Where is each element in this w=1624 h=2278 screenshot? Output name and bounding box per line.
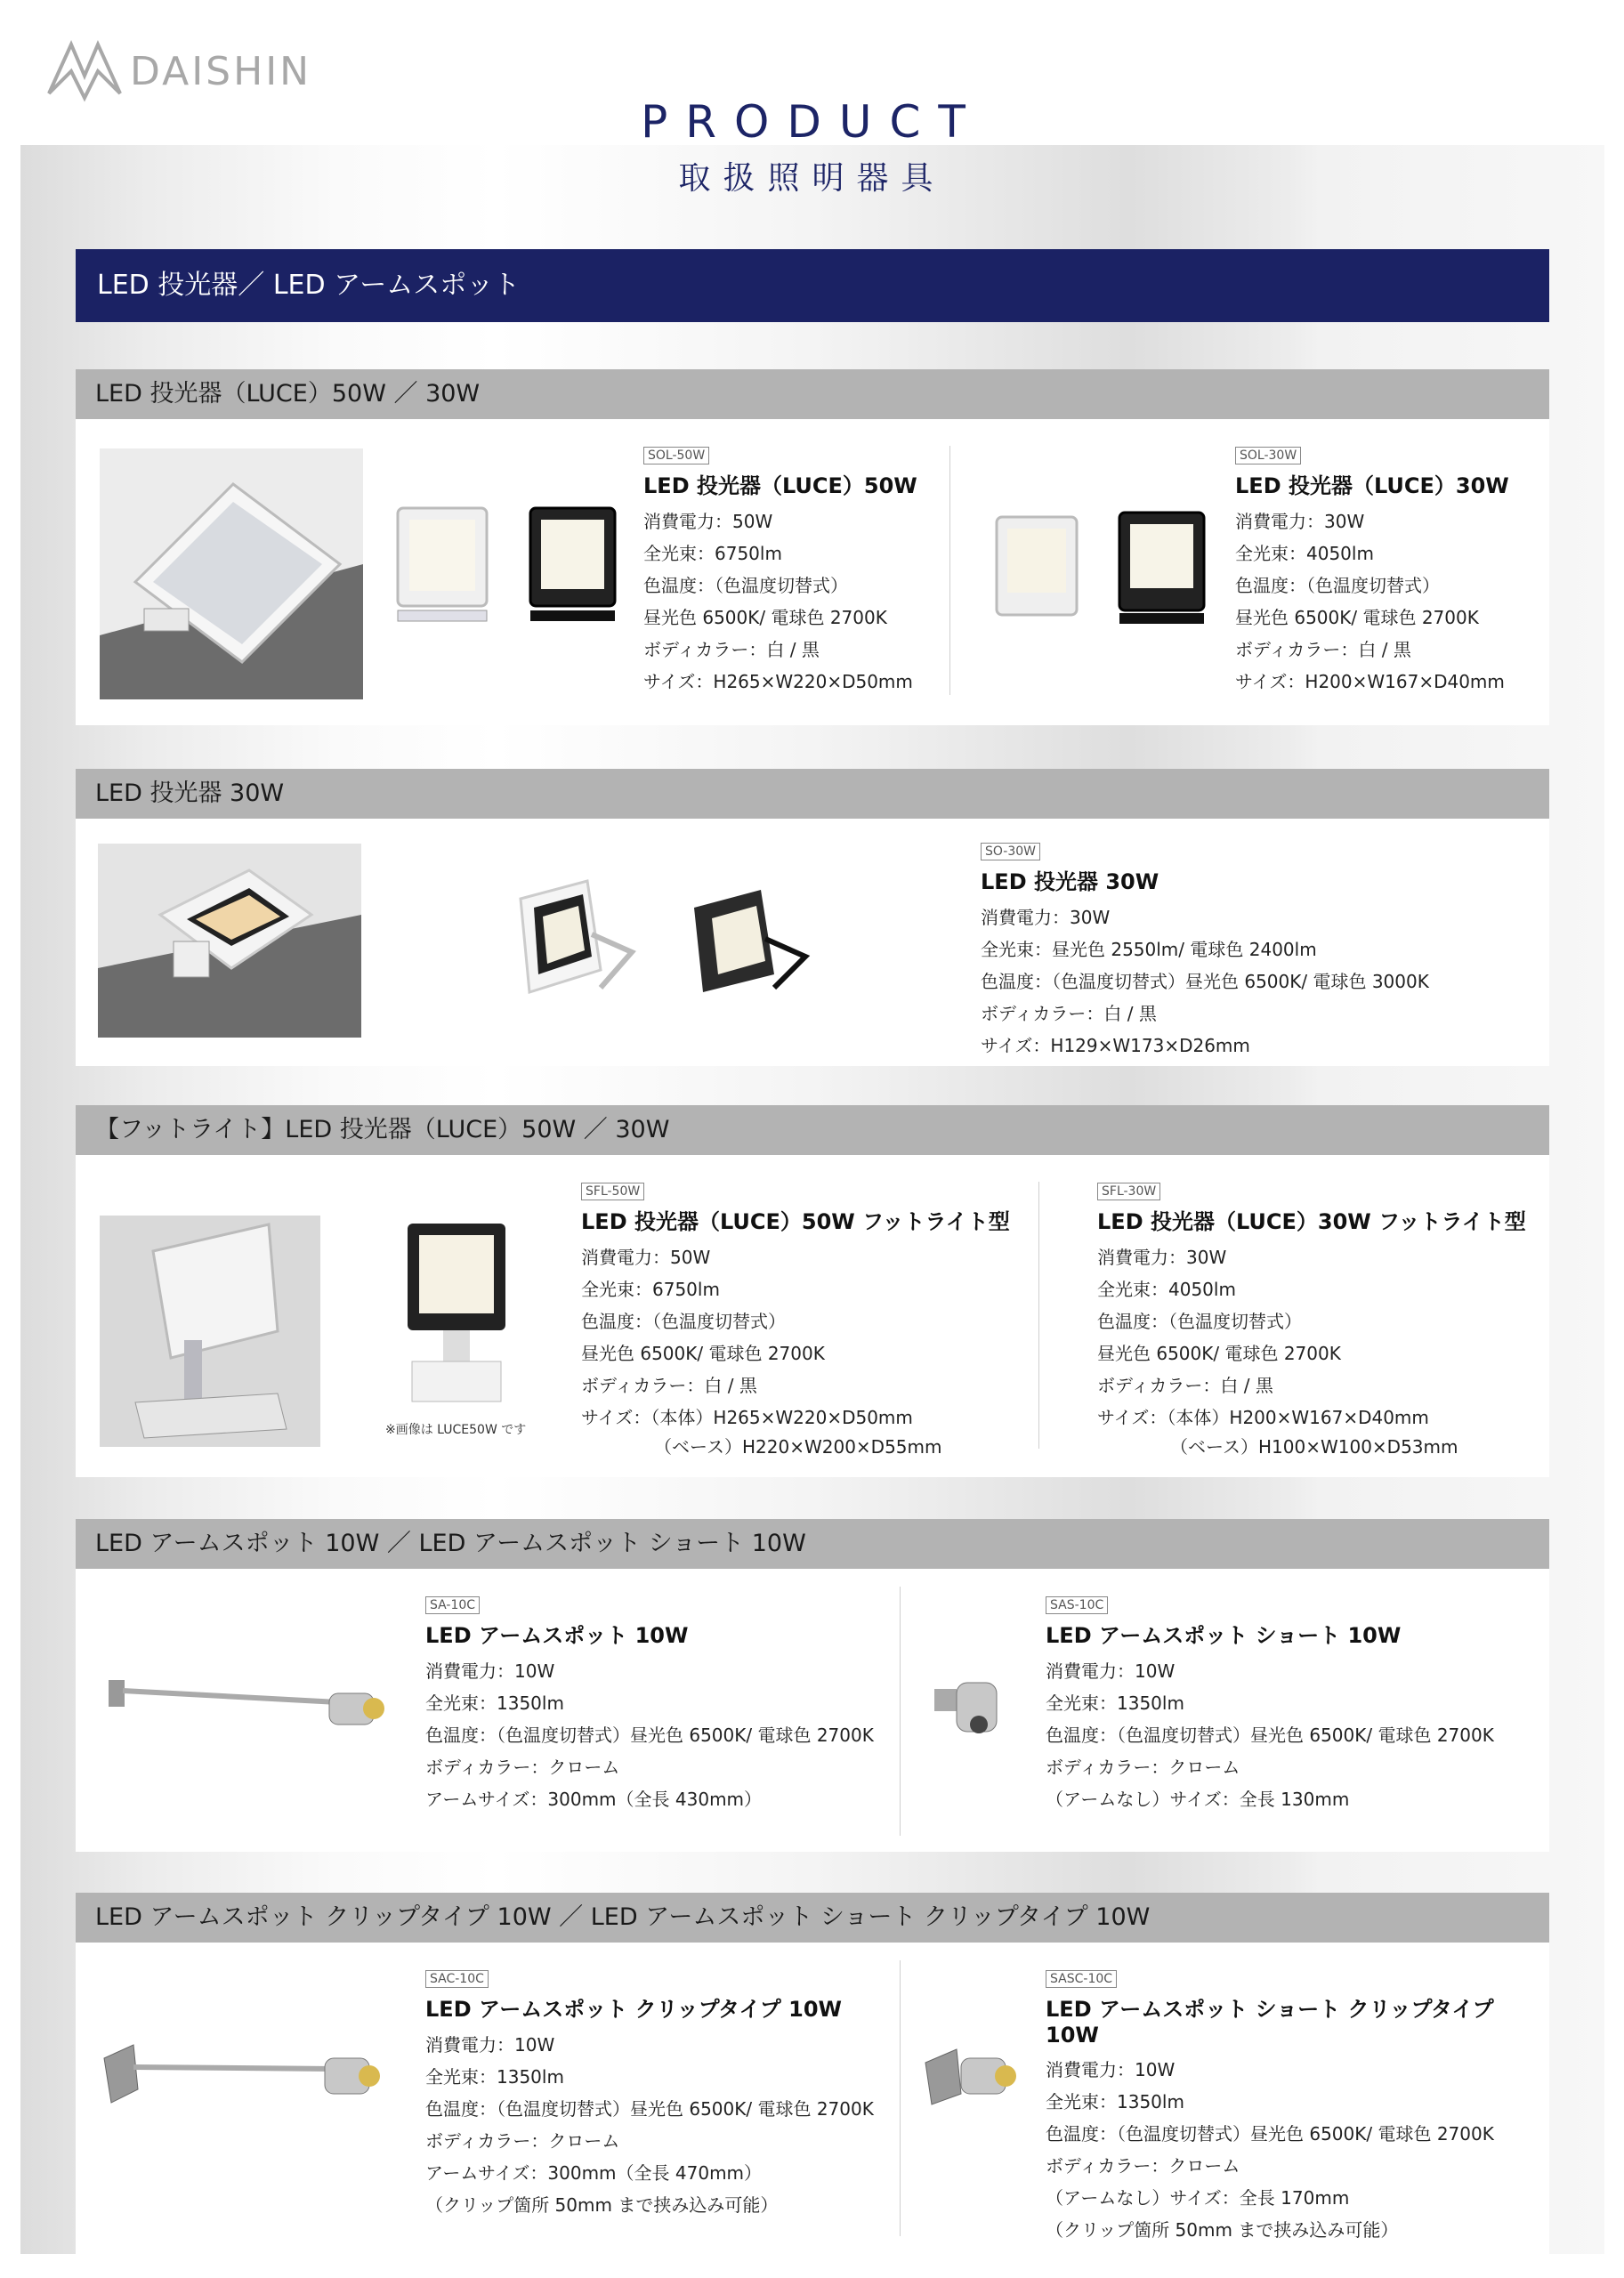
floodlight-white-photo — [393, 504, 491, 628]
installed-floodlight-30w-photo — [98, 844, 361, 1038]
spec-lumen: 全光束：1350lm — [1046, 1692, 1184, 1714]
section-so-30w — [76, 769, 1549, 1066]
spec-power: 消費電力：10W — [1046, 1660, 1176, 1682]
column-divider — [949, 446, 950, 695]
floodlight-black-photo — [526, 504, 619, 628]
arm-spot-clip-photo — [102, 2040, 387, 2120]
section-heading: LED 投光器 30W — [76, 769, 1549, 819]
product-sfl-50w — [581, 1182, 1010, 1460]
spec-lumen: 全光束：6750lm — [581, 1279, 720, 1300]
page-title: PRODUCT — [641, 96, 983, 148]
product-sasc-10c — [1046, 1969, 1549, 2246]
spec-size: サイズ：H200×W167×D40mm — [1235, 671, 1505, 692]
product-code: SO-30W — [981, 843, 1040, 860]
product-name: LED 投光器（LUCE）30W フットライト型 — [1097, 1209, 1526, 1234]
floodlight-30w-white-photo — [992, 513, 1081, 628]
spec-body-color: ボディカラー：クローム — [425, 1757, 620, 1778]
product-so-30w — [981, 842, 1429, 1062]
spec-lumen: 全光束：1350lm — [425, 1692, 564, 1714]
spec-color-temp: 色温度：（色温度切替式）昼光色 6500K/ 電球色 3000K — [981, 971, 1429, 992]
spec-color-temp: 色温度：（色温度切替式）昼光色 6500K/ 電球色 2700K — [1046, 2123, 1494, 2145]
spec-color-temp: 色温度：（色温度切替式） — [643, 575, 848, 596]
spec-color-temp-values: 昼光色 6500K/ 電球色 2700K — [1097, 1343, 1341, 1364]
spec-arm-size: アームサイズ：300mm（全長 470mm） — [425, 2162, 763, 2184]
spec-lumen: 全光束：4050lm — [1097, 1279, 1236, 1300]
product-sfl-30w — [1097, 1182, 1526, 1460]
product-code: SFL-50W — [581, 1183, 644, 1200]
spec-size: （アームなし）サイズ：全長 130mm — [1046, 1789, 1350, 1810]
spec-color-temp: 色温度：（色温度切替式）昼光色 6500K/ 電球色 2700K — [425, 2098, 874, 2120]
section-heading: LED アームスポット 10W ／ LED アームスポット ショート 10W — [76, 1519, 1549, 1569]
product-name: LED 投光器（LUCE）50W — [643, 473, 917, 498]
spec-power: 消費電力：10W — [425, 1660, 555, 1682]
spec-size: サイズ：H265×W220×D50mm — [643, 671, 913, 692]
section-body — [76, 1155, 1549, 1477]
product-code: SA-10C — [425, 1596, 480, 1614]
spec-body-color: ボディカラー：白 / 黒 — [1235, 639, 1411, 660]
product-name: LED 投光器（LUCE）50W フットライト型 — [581, 1209, 1010, 1234]
floodlight-so-white-photo — [503, 872, 636, 1014]
product-code: SAC-10C — [425, 1970, 489, 1988]
spec-power: 消費電力：50W — [643, 511, 773, 532]
spec-power: 消費電力：30W — [981, 907, 1111, 928]
spec-body-color: ボディカラー：白 / 黒 — [1097, 1375, 1273, 1396]
section-luce-50w-30w — [76, 369, 1549, 725]
spec-arm-size: アームサイズ：300mm（全長 430mm） — [425, 1789, 763, 1810]
section-body — [76, 1943, 1549, 2254]
product-name: LED アームスポット ショート クリップタイプ 10W — [1046, 1997, 1494, 2048]
product-code: SAS-10C — [1046, 1596, 1108, 1614]
section-body — [76, 1569, 1549, 1852]
spec-color-temp: 色温度：（色温度切替式）昼光色 6500K/ 電球色 2700K — [425, 1725, 874, 1746]
spec-base-size: （ベース）H100×W100×D53mm — [1170, 1436, 1458, 1458]
spec-body-color: ボディカラー：クローム — [1046, 1757, 1240, 1778]
spec-color-temp: 色温度：（色温度切替式）昼光色 6500K/ 電球色 2700K — [1046, 1725, 1494, 1746]
spec-color-temp-values: 昼光色 6500K/ 電球色 2700K — [581, 1343, 825, 1364]
spec-color-temp: 色温度：（色温度切替式） — [581, 1311, 786, 1332]
section-body — [76, 419, 1549, 725]
page-subtitle: 取扱照明器具 — [678, 160, 946, 197]
spec-lumen: 全光束：6750lm — [643, 543, 782, 564]
section-heading: LED アームスポット クリップタイプ 10W ／ LED アームスポット ショート クリップタイプ 10W — [76, 1893, 1549, 1943]
spec-power: 消費電力：30W — [1235, 511, 1365, 532]
spec-size: サイズ：H129×W173×D26mm — [981, 1035, 1250, 1056]
spec-lumen: 全光束：1350lm — [425, 2066, 564, 2088]
product-code: SOL-30W — [1235, 447, 1301, 464]
column-divider — [900, 1960, 901, 2236]
spec-clip-note: （クリップ箇所 50mm まで挟み込み可能） — [425, 2194, 779, 2216]
spec-color-temp: 色温度：（色温度切替式） — [1235, 575, 1440, 596]
footlight-installed-photo — [100, 1216, 320, 1447]
spec-base-size: （ベース）H220×W200×D55mm — [654, 1436, 942, 1458]
arm-spot-photo — [107, 1671, 392, 1733]
product-sol-50w — [643, 446, 917, 698]
section-heading: 【フットライト】LED 投光器（LUCE）50W ／ 30W — [76, 1105, 1549, 1155]
column-divider — [1038, 1182, 1039, 1449]
section-arm-spot — [76, 1519, 1549, 1852]
product-sas-10c — [1046, 1595, 1494, 1815]
product-sa-10c — [425, 1595, 874, 1815]
product-code: SOL-50W — [643, 447, 709, 464]
product-code: SFL-30W — [1097, 1183, 1160, 1200]
product-name: LED 投光器（LUCE）30W — [1235, 473, 1509, 498]
spec-body-color: ボディカラー：白 / 黒 — [981, 1003, 1157, 1024]
spec-size: （アームなし）サイズ：全長 170mm — [1046, 2187, 1350, 2209]
product-name: LED アームスポット クリップタイプ 10W — [425, 1997, 842, 2022]
daishin-logo-icon — [44, 40, 125, 102]
product-name: LED アームスポット 10W — [425, 1623, 689, 1648]
column-divider — [900, 1587, 901, 1836]
spec-size: サイズ：（本体）H200×W167×D40mm — [1097, 1407, 1429, 1428]
spec-lumen: 全光束：1350lm — [1046, 2091, 1184, 2112]
image-note: ※画像は LUCE50W です — [385, 1423, 527, 1437]
product-code: SASC-10C — [1046, 1970, 1117, 1988]
spec-body-color: ボディカラー：クローム — [425, 2130, 620, 2152]
arm-spot-short-photo — [930, 1676, 1019, 1738]
spec-lumen: 全光束：昼光色 2550lm/ 電球色 2400lm — [981, 939, 1317, 960]
floodlight-30w-black-photo — [1115, 508, 1208, 633]
spec-power: 消費電力：30W — [1097, 1247, 1227, 1268]
spec-body-color: ボディカラー：白 / 黒 — [643, 639, 820, 660]
section-arm-spot-clip — [76, 1893, 1549, 2254]
spec-power: 消費電力：50W — [581, 1247, 711, 1268]
spec-size: サイズ：（本体）H265×W220×D50mm — [581, 1407, 913, 1428]
spec-lumen: 全光束：4050lm — [1235, 543, 1374, 564]
spec-body-color: ボディカラー：クローム — [1046, 2155, 1240, 2177]
arm-spot-short-clip-photo — [921, 2040, 1019, 2120]
footlight-black-photo — [403, 1219, 510, 1415]
floodlight-so-black-photo — [681, 881, 814, 1014]
section-body — [76, 819, 1549, 1066]
product-sac-10c — [425, 1969, 874, 2221]
spec-body-color: ボディカラー：白 / 黒 — [581, 1375, 757, 1396]
product-name: LED 投光器 30W — [981, 869, 1159, 894]
spec-clip-note: （クリップ箇所 50mm まで挟み込み可能） — [1046, 2219, 1399, 2241]
installed-floodlight-photo — [100, 448, 363, 699]
product-name: LED アームスポット ショート 10W — [1046, 1623, 1402, 1648]
spec-color-temp-values: 昼光色 6500K/ 電球色 2700K — [643, 607, 887, 628]
spec-power: 消費電力：10W — [425, 2034, 555, 2056]
spec-color-temp: 色温度：（色温度切替式） — [1097, 1311, 1302, 1332]
section-heading: LED 投光器（LUCE）50W ／ 30W — [76, 369, 1549, 419]
spec-power: 消費電力：10W — [1046, 2059, 1176, 2080]
logo-text: DAISHIN — [130, 48, 312, 94]
category-bar: LED 投光器／ LED アームスポット — [76, 249, 1549, 322]
daishin-logo — [44, 40, 311, 102]
product-sol-30w — [1235, 446, 1509, 698]
spec-color-temp-values: 昼光色 6500K/ 電球色 2700K — [1235, 607, 1479, 628]
section-footlight — [76, 1105, 1549, 1477]
